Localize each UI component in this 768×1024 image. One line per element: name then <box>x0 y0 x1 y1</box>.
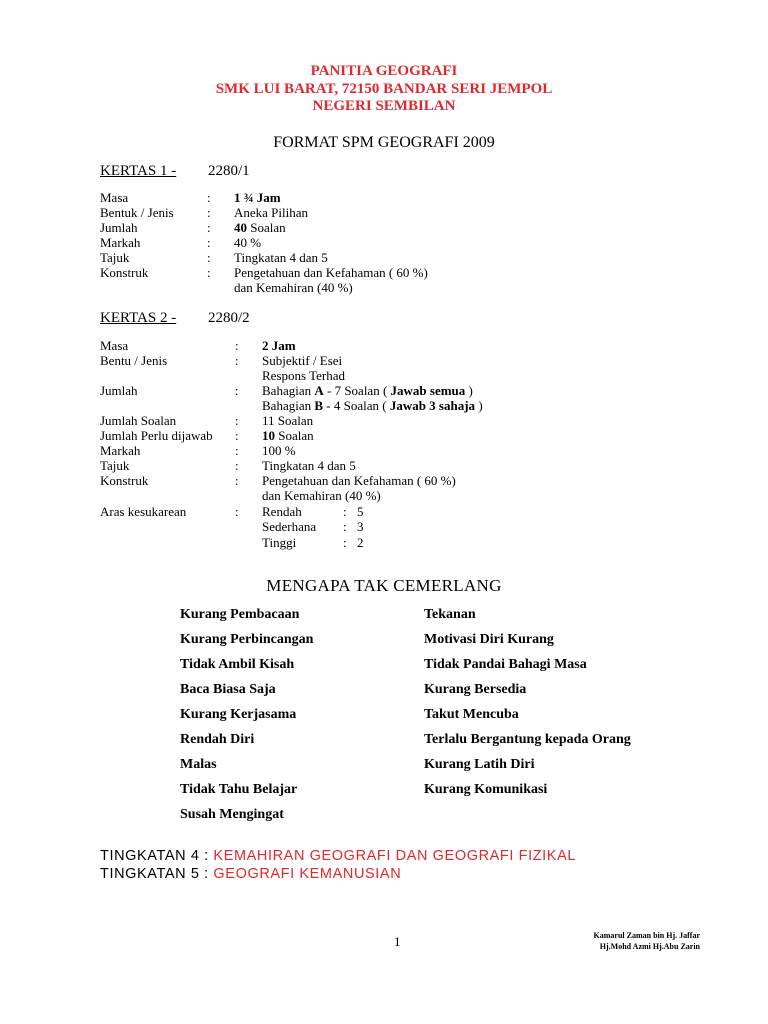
section-code: 2280/2 <box>208 310 250 326</box>
detail-label: Markah <box>100 235 141 250</box>
list-item: Tidak Pandai Bahagi Masa <box>424 657 587 672</box>
detail-label: Bentu / Jenis <box>100 353 168 368</box>
detail-colon: : <box>207 250 211 265</box>
detail-label: Jumlah <box>100 383 138 398</box>
detail-row <box>100 383 540 413</box>
detail-value: 11 Soalan <box>262 413 314 428</box>
signature-line: Kamarul Zaman bin Hj. Jaffar <box>593 931 700 940</box>
detail-label: Konstruk <box>100 473 149 488</box>
detail-row <box>100 220 500 235</box>
signature-line: Hj.Mohd Azmi Hj.Abu Zarin <box>599 942 700 951</box>
detail-value: Pengetahuan dan Kefahaman ( 60 %) <box>234 265 428 280</box>
list-item: Kurang Latih Diri <box>424 757 535 772</box>
list-item: Susah Mengingat <box>180 807 284 822</box>
detail-colon: : <box>235 504 239 519</box>
detail-colon: : <box>235 338 239 353</box>
detail-value-bold: 10 <box>262 428 275 443</box>
detail-value: 40 % <box>234 235 262 250</box>
tingkatan-line <box>100 866 401 882</box>
detail-label: Masa <box>100 190 129 205</box>
detail-label: Aras kesukarean <box>100 504 187 519</box>
list-item: Tekanan <box>424 607 476 622</box>
tingkatan-value: KEMAHIRAN GEOGRAFI DAN GEOGRAFI FIZIKAL <box>213 848 577 864</box>
detail-value: Subjektif / Esei <box>262 353 343 368</box>
list-item: Kurang Komunikasi <box>424 782 548 797</box>
detail-colon: : <box>235 428 239 443</box>
why-title: MENGAPA TAK CEMERLANG <box>266 576 502 595</box>
header-line-2: SMK LUI BARAT, 72150 BANDAR SERI JEMPOL <box>215 81 553 97</box>
detail-value-cont: Respons Terhad <box>262 368 345 383</box>
header-line-3: NEGERI SEMBILAN <box>312 98 456 114</box>
tingkatan-line <box>100 848 576 864</box>
detail-row <box>100 205 500 220</box>
list-item: Kurang Pembacaan <box>180 607 300 622</box>
detail-colon: : <box>235 443 239 458</box>
level-colon: : <box>343 535 347 550</box>
section-heading-kertas1 <box>100 163 250 180</box>
detail-row <box>100 353 520 383</box>
level-value: 2 <box>357 535 364 550</box>
detail-label: Masa <box>100 338 129 353</box>
detail-colon: : <box>235 353 239 368</box>
detail-colon: : <box>207 265 211 280</box>
detail-label: Markah <box>100 443 141 458</box>
detail-label: Tajuk <box>100 458 130 473</box>
tingkatan-value: GEOGRAFI KEMANUSIAN <box>213 866 402 882</box>
detail-row <box>100 458 520 473</box>
list-item: Rendah Diri <box>180 732 255 747</box>
detail-colon: : <box>235 473 239 488</box>
detail-row <box>100 338 520 353</box>
detail-label: Jumlah Soalan <box>100 413 177 428</box>
list-item: Takut Mencuba <box>424 707 519 722</box>
section-heading-label: KERTAS 1 - <box>100 163 177 179</box>
detail-row <box>100 473 520 503</box>
level-colon: : <box>343 504 347 519</box>
detail-colon: : <box>207 220 211 235</box>
detail-colon: : <box>235 458 239 473</box>
detail-label: Jumlah <box>100 220 138 235</box>
detail-value: Aneka Pilihan <box>234 205 309 220</box>
level-value: 3 <box>357 519 364 534</box>
section-code: 2280/1 <box>208 163 250 179</box>
detail-colon: : <box>235 383 239 398</box>
detail-value-cont: dan Kemahiran (40 %) <box>262 488 381 503</box>
level-name: Sederhana <box>262 519 317 534</box>
detail-colon: : <box>207 205 211 220</box>
section-heading-label: KERTAS 2 - <box>100 310 177 326</box>
detail-row <box>100 250 500 265</box>
list-item: Tidak Ambil Kisah <box>180 657 295 672</box>
list-item: Kurang Kerjasama <box>180 707 297 722</box>
detail-row <box>100 413 520 428</box>
detail-row <box>100 504 520 550</box>
detail-row <box>100 428 520 443</box>
list-item: Malas <box>180 757 217 772</box>
detail-value: Bahagian A - 7 Soalan ( Jawab semua ) <box>262 383 473 398</box>
page-number: 1 <box>394 934 401 949</box>
detail-value: Tingkatan 4 dan 5 <box>234 250 328 265</box>
detail-value: 1 ¾ Jam <box>234 190 281 205</box>
detail-colon: : <box>207 235 211 250</box>
detail-value: Soalan <box>278 428 314 443</box>
list-item: Kurang Perbincangan <box>180 632 314 647</box>
detail-value-bold: 40 <box>234 220 247 235</box>
list-item: Tidak Tahu Belajar <box>180 782 298 797</box>
level-colon: : <box>343 519 347 534</box>
header-line-1: PANITIA GEOGRAFI <box>310 63 458 79</box>
detail-label: Bentuk / Jenis <box>100 205 174 220</box>
level-name: Tinggi <box>262 535 297 550</box>
detail-label: Konstruk <box>100 265 149 280</box>
tingkatan-label: TINGKATAN 4 : <box>100 848 209 864</box>
detail-value: Pengetahuan dan Kefahaman ( 60 %) <box>262 473 456 488</box>
detail-label: Tajuk <box>100 250 130 265</box>
detail-value: 100 % <box>262 443 296 458</box>
detail-row <box>100 443 520 458</box>
list-item: Motivasi Diri Kurang <box>424 632 554 647</box>
page-title: FORMAT SPM GEOGRAFI 2009 <box>273 134 495 151</box>
detail-row <box>100 265 500 295</box>
detail-value: 2 Jam <box>262 338 296 353</box>
detail-row <box>100 235 500 250</box>
detail-colon: : <box>207 190 211 205</box>
tingkatan-label: TINGKATAN 5 : <box>100 866 209 882</box>
detail-value-cont: dan Kemahiran (40 %) <box>234 280 353 295</box>
detail-value-cont: Bahagian B - 4 Soalan ( Jawab 3 sahaja ) <box>262 398 483 413</box>
level-name: Rendah <box>262 504 302 519</box>
list-item: Terlalu Bergantung kepada Orang <box>424 732 631 747</box>
detail-value: Tingkatan 4 dan 5 <box>262 458 356 473</box>
detail-colon: : <box>235 413 239 428</box>
list-item: Kurang Bersedia <box>424 682 527 697</box>
detail-value: Soalan <box>250 220 286 235</box>
level-value: 5 <box>357 504 364 519</box>
section-heading-kertas2 <box>100 310 250 327</box>
detail-label: Jumlah Perlu dijawab <box>100 428 213 443</box>
detail-row <box>100 190 500 205</box>
list-item: Baca Biasa Saja <box>180 682 276 697</box>
